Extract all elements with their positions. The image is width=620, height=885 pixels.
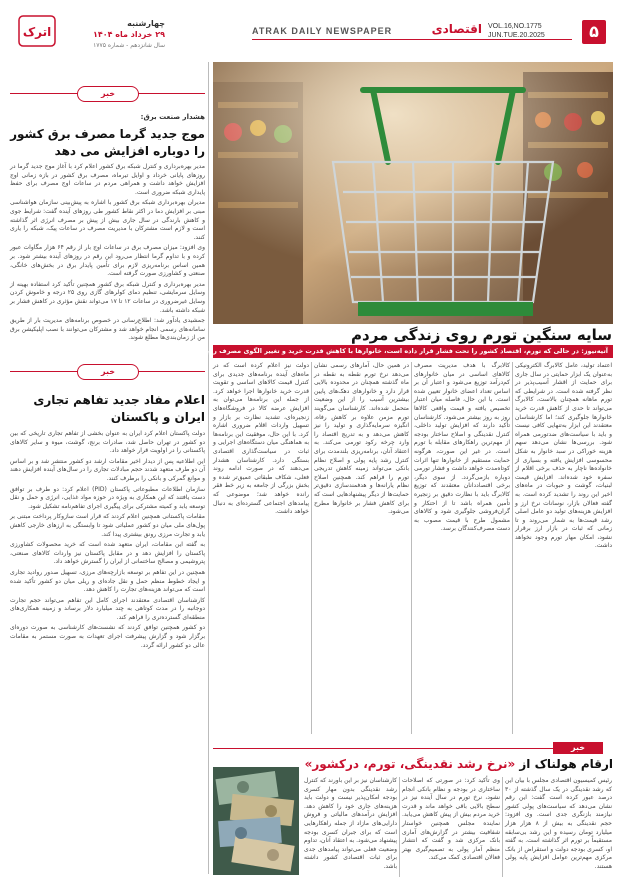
logo-text: اترک: [22, 25, 52, 39]
article-headline: موج جدید گرما مصرف برق کشور را دوباره افزایش می دهد: [10, 127, 205, 158]
bottom-headline: [295, 757, 613, 771]
paragraph: دولت نیز اعلام کرده است که در ماه‌های آینده برنامه‌های جدیدی برای کنترل قیمت کالاهای اساسی و تقویت قدرت خرید خانوارها اجرا خواهد کرد. از جمله این برنامه‌ها می‌توان به افزایش عرضه کالا در فروشگاه‌های زنجیره‌ای، تشدید نظارت بر بازار و تسهیل واردات اقلام ضروری اشاره کرد. با این حال، موفقیت این برنامه‌ها به هماهنگی میان دستگاه‌های اجرایی و ثبات در سیاست‌گذاری اقتصادی بستگی دارد. کارشناسان هشدار می‌دهند که در صورت ادامه روند فعلی، شکاف طبقاتی عمیق‌تر شده و بخش بزرگی از جامعه به زیر خط فقر رانده خواهد شد؛ موضوعی که پیامدهای اجتماعی گسترده‌ای به دنبال خواهد داشت.: [213, 362, 309, 516]
paragraph: رئیس کمیسیون اقتصادی مجلس با بیان این که رشد نقدینگی در یک سال گذشته از ۳۰ درصد عبور کرده است گفت: این رقم نشان می‌دهد که سیاست‌های پولی کشور نیازمند بازنگری جدی است. وی افزود: حجم نقدینگی به بیش از ۸ هزار هزار میلیارد تومان رسیده و این رشد بی‌سابقه مستقیماً بر تورم اثر گذاشته است. به گفته او، کسری بودجه دولت و استقراض از بانک مرکزی مهم‌ترین عوامل افزایش پایه پولی هستند.: [505, 777, 612, 870]
main-column-3: [314, 362, 409, 734]
paragraph: مدیران بهره‌برداری شبکه برق کشور با اشاره به پیش‌بینی سازمان هواشناسی مبنی بر افزایش دما در اکثر نقاط کشور طی روزهای آینده گفت: شرایط جوی و کاهش بارندگی در سال جاری بیش از پیش بر مصرف انرژی اثر گذاشته است و لازم است مشترکان با مدیریت مصرف در ساعات پیک، شبکه را یاری کنند.: [10, 199, 205, 241]
paragraph: دو کشور همچنین توافق کردند که نشست‌های کارشناسی به صورت دوره‌ای برگزار شود و گزارش پیشرفت اجرای تعهدات به صورت مستمر به مقامات عالی دو کشور ارائه گردد.: [10, 624, 205, 649]
newspaper-name: ATRAK DAILY NEWSPAPER: [252, 26, 393, 36]
column-divider: [399, 777, 400, 877]
article-headline: اعلام مفاد جدید تفاهم تجاری ایران و پاکستان: [33, 393, 205, 424]
date-box: [60, 18, 165, 51]
day-name: چهارشنبه: [127, 19, 165, 28]
header-rule: [252, 39, 572, 40]
paragraph: مقامات پاکستانی همچنین اعلام کردند که قرار است سازوکار پرداخت مبتنی بر پول‌های ملی میان دو کشور عملیاتی شود تا وابستگی به ارزهای خارجی کاهش یابد و تجارت مرزی رونق بیشتری پیدا کند.: [10, 513, 205, 538]
bottom-column-1: [505, 777, 612, 877]
paragraph: دولت پاکستان اعلام کرد ایران به عنوان بخشی از تفاهم تجاری تاریخی که بین دو کشور در تهران حاصل شد، صادرات برنج، گوشت، میوه و سایر کالاهای پاکستانی را در اولویت قرار خواهد داد.: [10, 430, 205, 455]
latin-date: JUN.TUE.20.2025: [488, 32, 545, 39]
headline-part: ارقام هولناک از: [515, 757, 613, 771]
main-headline: سایه سنگین تورم روی زندگی مردم: [351, 326, 612, 344]
article-kicker: هشدار صنعت برق:: [140, 113, 205, 121]
tag-rule: [213, 748, 553, 749]
issue-info: سال شانزدهم - شماره ۱۷۷۵: [93, 42, 165, 49]
paragraph: مدیر بهره‌برداری و کنترل شبکه برق کشور همچنین تأکید کرد استفاده بهینه از وسایل سرمایشی، تنظیم دمای کولرهای گازی روی ۲۵ درجه و خاموش کردن وسایل غیرضروری در ساعات ۱۲ تا ۱۷ می‌تواند نقش مؤثری در کاهش فشار بر شبکه داشته باشد.: [10, 280, 206, 314]
main-column-4: [213, 362, 309, 734]
main-lead: آتیه‌نیوز: در حالی که تورم، اقتصاد کشور را تحت فشار قرار داده است، خانوارها با کاهش قدرت خرید و تغییر الگوی مصرف روبه‌رو شده‌اند.: [167, 347, 608, 355]
paragraph: کالابرگ با هدف مدیریت مصرف کالاهای اساسی در میان خانوارهای کم‌درآمد توزیع می‌شود و اعتبار آن بر اساس تعداد اعضای خانوار تعیین شده است. با این حال، فاصله میان اعتبار تخصیص یافته و قیمت واقعی کالاها روز به روز بیشتر می‌شود. کارشناسان تأکید دارند که افزایش تولید داخلی، کنترل نقدینگی و اصلاح ساختار بودجه از مهم‌ترین راهکارهای مقابله با تورم است. در غیر این صورت، هرگونه حمایت مستقیم از خانوارها تنها اثرات کوتاه‌مدت خواهد داشت و فشار تورمی دوباره بازمی‌گردد. از سوی دیگر، برخی اقتصاددانان معتقدند که توزیع کالابرگ باید با نظارت دقیق بر زنجیره تأمین همراه باشد تا از احتکار و گران‌فروشی جلوگیری شود و کالاهای مشمول طرح با قیمت مصوب به دست مصرف‌کنندگان برسد.: [414, 362, 510, 533]
paragraph: اعتماد تولید، عامل کالابرگ الکترونیکی به‌عنوان یک ابزار حمایتی در سال جاری برای حمایت از اقشار آسیب‌پذیر در نظر گرفته شده است. در شرایطی که تورم ماهانه همچنان بالاست، کالابرگ می‌تواند تا حدی از کاهش قدرت خرید خانوارها جلوگیری کند؛ اما کارشناسان معتقدند این ابزار به‌تنهایی کافی نیست و باید با سیاست‌های ضدتورمی همراه شود. بررسی‌ها نشان می‌دهد سهم هزینه خوراکی در سبد خانوار به شکل محسوسی افزایش یافته و بسیاری از خانواده‌ها ناچار به حذف برخی اقلام از سفره خود شده‌اند. افزایش قیمت لبنیات، گوشت و حبوبات در ماه‌های اخیر این روند را تشدید کرده است. به گفته فعالان بازار، نوسانات نرخ ارز و افزایش هزینه‌های تولید دو عامل اصلی رشد قیمت‌ها به شمار می‌روند و تا زمانی که ثبات در بازار ارز برقرار نشود، امکان مهار تورم وجود نخواهد داشت.: [515, 362, 612, 550]
article-body: [10, 430, 205, 876]
main-column-2: [414, 362, 510, 734]
column-divider: [502, 777, 503, 877]
volume-number: VOL.16,NO.1775: [488, 23, 542, 30]
paragraph: کارشناسان اقتصادی معتقدند اجرای کامل این تفاهم می‌تواند حجم تجارت دوجانبه را در مدت کوتاهی به چند میلیارد دلار برساند و زمینه همکاری‌های منطقه‌ای گسترده‌تری را فراهم کند.: [10, 596, 205, 621]
column-divider: [208, 62, 209, 874]
news-tag: خبر: [553, 742, 603, 754]
article-body: [10, 163, 205, 345]
column-divider: [311, 362, 312, 734]
paragraph: جمشیدی یادآور شد: اطلاع‌رسانی در خصوص برنامه‌های مدیریت بار از طریق سامانه‌های رسمی انجام خواهد شد و مشترکان می‌توانند با نصب اپلیکیشن برق من از زمان‌بندی‌ها مطلع شوند.: [10, 317, 205, 342]
page-number: ۵: [582, 20, 606, 44]
column-divider: [512, 362, 513, 734]
news-tag: خبر: [77, 86, 139, 102]
paragraph: کارشناسان نیز بر این باورند که کنترل رشد نقدینگی بدون مهار کسری بودجه امکان‌پذیر نیست و دولت باید هزینه‌های جاری خود را کاهش دهد. افزایش درآمدهای مالیاتی و فروش دارایی‌های مازاد از جمله راهکارهایی است که برای جبران کسری بودجه پیشنهاد می‌شود. به اعتقاد آنان، تداوم وضعیت فعلی می‌تواند پیامدهای جدی برای ثبات اقتصادی کشور داشته باشد.: [304, 777, 397, 870]
headline-highlight: «نرخ رشد نقدینگی، تورم، درکشور»: [304, 757, 516, 771]
main-column-1: [515, 362, 612, 734]
paragraph: وی تأکید کرد: در صورتی که اصلاحات ساختاری در بودجه و نظام بانکی انجام نشود، نرخ تورم در سال آینده نیز در سطح بالایی باقی خواهد ماند و قدرت خرید مردم بیش از پیش کاهش می‌یابد. نماینده مجلس همچنین خواستار شفافیت بیشتر در گزارش‌های آماری بانک مرکزی شد و گفت که انتشار منظم آمار پولی به تصمیم‌گیری بهتر فعالان اقتصادی کمک می‌کند.: [402, 777, 500, 862]
page-header: [0, 0, 620, 60]
paragraph: به گفته این مقامات، ایران متعهد شده است که خرید محصولات کشاورزی پاکستان را افزایش دهد و در مقابل پاکستان نیز واردات کالاهای صنعتی، پتروشیمی و مصالح ساختمانی از ایران را گسترش خواهد داد.: [10, 541, 205, 566]
banknotes-photo: [213, 767, 299, 875]
paragraph: در همین حال، آمارهای رسمی نشان می‌دهد نرخ تورم نقطه به نقطه در ماه گذشته همچنان در محدوده بالایی قرار دارد و خانوارهای دهک‌های پایین بیشترین آسیب را از این وضعیت متحمل شده‌اند. کارشناسان می‌گویند تورم مزمن علاوه بر کاهش رفاه، انگیزه سرمایه‌گذاری و تولید را نیز کاهش می‌دهد و به تدریج اقتصاد را وارد چرخه رکود تورمی می‌کند. به اعتقاد آنان، برنامه‌ریزی بلندمدت برای کنترل رشد پایه پولی و اصلاح نظام بانکی می‌تواند زمینه کاهش تدریجی تورم را فراهم کند. همچنین اصلاح نظام یارانه‌ها و هدفمندسازی دقیق‌تر حمایت‌ها از دیگر پیشنهادهایی است که برای کاهش فشار بر خانوارها مطرح می‌شود.: [314, 362, 409, 516]
section-name: اقتصادی: [431, 22, 482, 36]
bottom-column-2: [402, 777, 500, 877]
newspaper-logo: [18, 14, 56, 48]
paragraph: مدیر بهره‌برداری و کنترل شبکه برق کشور اعلام کرد با آغاز موج جدید گرما در روزهای پایانی خرداد و اوایل تیرماه، مصرف برق کشور در بازه زمانی اوج افزایش خواهد داشت و همراهی مردم در ساعات اوج مصرف برای حفظ پایداری شبکه ضروری است.: [10, 163, 205, 196]
bottom-column-3: [304, 777, 397, 877]
supermarket-photo: [213, 62, 613, 324]
paragraph: همچنین در این تفاهم بر توسعه بازارچه‌های مرزی، تسهیل صدور روادید تجاری و ایجاد خطوط منظم حمل و نقل جاده‌ای و ریلی میان دو کشور تأکید شده است که می‌تواند هزینه‌های تجارت را کاهش دهد.: [10, 568, 205, 594]
paragraph: وی افزود: میزان مصرف برق در ساعات اوج بار از رقم ۶۴ هزار مگاوات عبور کرده و با تداوم گرما انتظار می‌رود این رقم در روزهای آینده بیشتر شود. بر همین اساس برنامه‌ریزی لازم برای تأمین پایدار برق در بخش‌های خانگی، صنعتی و کشاورزی صورت گرفته است.: [10, 244, 206, 278]
column-divider: [411, 362, 412, 734]
paragraph: سازمان اطلاعات مطبوعاتی پاکستان (PID) اعلام کرد: دو طرف بر توافق دست یافتند که این همکاری به ویژه در حوزه مواد غذایی، انرژی و حمل و نقل توسعه یابد و کمیته مشترکی برای پیگیری اجرای تفاهم‌نامه تشکیل شود.: [10, 485, 205, 510]
news-tag: خبر: [77, 364, 139, 380]
persian-date: ۲۹ خرداد ماه ۱۴۰۴: [92, 30, 165, 39]
paragraph: این اطلاعیه پس از دیدار اخیر مقامات ارشد دو کشور منتشر شد و بر اساس آن دو طرف متعهد شدند حجم مبادلات تجاری را در سال‌های آینده افزایش دهند و موانع گمرکی و بانکی را برطرف کنند.: [10, 457, 205, 482]
volume-info: [488, 22, 576, 40]
